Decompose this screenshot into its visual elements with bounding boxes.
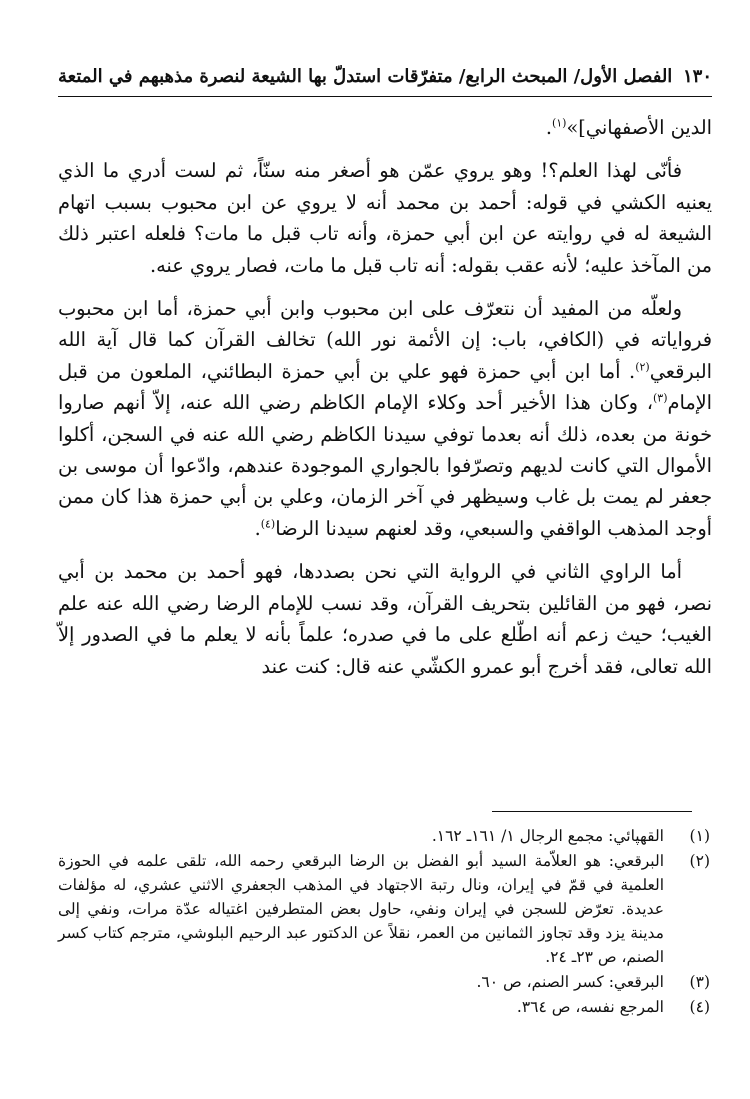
- footnote-number: (٢): [689, 852, 710, 870]
- footnote-divider: [492, 811, 692, 812]
- footnote-ref-4: (٤): [260, 517, 276, 531]
- footnote-ref-2: (٢): [635, 360, 650, 374]
- footnote-ref-1: (١): [551, 116, 567, 130]
- page-header: [58, 62, 712, 97]
- footnote-text: البرقعي: كسر الصنم، ص ٦٠.: [476, 973, 664, 991]
- paragraph-3: ولعلّه من المفيد أن نتعرّف على ابن محبوب وابن أبي حمزة، أما ابن محبوب فرواياته في (الكافي، باب: إن الأئمة نور الله) تخالف القرآن كما قال آية الله البرقعي$^{(٢)}$. أما ابن أبي حمزة فهو علي بن أبي حمزة البطائني، الملعون من قبل الإمام$^{(٣)}$، وكان هذا الأخير أحد وكلاء الإمام الكاظم رضي الله عنه، إلاّ أنهم صاروا خونة من بعده، ذلك أنه بعدما توفي سيدنا الكاظم رضي الله عنه في السجن، أكلوا الأموال التي كانت لديهم وتصرّفوا بالجواري الموجودة عندهم، وادّعوا أن موسى بن جعفر لم يمت بل غاب وسيظهر في آخر الزمان، وعلي بن أبي حمزة هذا كان ممن أوجد المذهب الواقفي والسبعي، وقد لعنهم سيدنا الرضا$^{(٤)}$.: [58, 297, 712, 540]
- footnote-number: (٤): [689, 998, 710, 1016]
- paragraph-1: الدين الأصفهاني]»$^{(١)}$.: [545, 116, 712, 139]
- footnote-ref-3: (٣): [652, 391, 668, 405]
- footnote: [58, 824, 712, 848]
- page-number: ١٣٠: [682, 66, 712, 87]
- paragraph-4: أما الراوي الثاني في الرواية التي نحن بصددها، فهو أحمد بن محمد بن أبي نصر، فهو من القائلين بتحريف القرآن، وقد نسب للإمام الرضا رضي الله عنه علم الغيب؛ حيث زعم أنه اطّلع على ما في صدره؛ علماً بأنه لا يعلم ما في الصدور إلاّ الله تعالى، فقد أخرج أبو عمرو الكشّي عنه قال: كنت عند: [58, 560, 712, 678]
- footnote: [58, 995, 712, 1019]
- paragraph-2: فأنّى لهذا العلم؟! وهو يروي عمّن هو أصغر منه سنّاً، ثم لست أدري ما الذي يعنيه الكشي في قوله: أحمد بن محمد أنه لا يروي عن ابن محبوب بسبب اتهام الشيعة له في روايته عن ابن أبي حمزة، وأنه تاب قبل ما مات؟ فلعله اعتبر ذلك من المآخذ عليه؛ لأنه عقب بقوله: أنه تاب قبل ما مات، فصار يروي عنه.: [58, 159, 712, 277]
- footnote-number: (١): [689, 827, 710, 845]
- footnotes: [58, 824, 712, 1020]
- footnote: [58, 970, 712, 994]
- footnote-text: البرقعي: هو العلاّمة السيد أبو الفضل بن الرضا البرقعي رحمه الله، تلقى علمه في الحوزة العلمية في قمّ في إيران، ونال رتبة الاجتهاد في المذهب الجعفري الاثني عشري، له مؤلفات عديدة. تعرّض للسجن في إيران ونفي، حاول بعض المتطرفين اغتياله عدّة مرات، ونفي إلى مدينة يزد وقد تجاوز الثمانين من العمر، نقلاً عن الدكتور عبد الرحيم البلوشي، مترجم كتاب كسر الصنم، ص ٢٣ـ ٢٤.: [58, 852, 664, 966]
- footnote-text: المرجع نفسه، ص ٣٦٤.: [516, 998, 664, 1016]
- footnote-number: (٣): [689, 973, 710, 991]
- main-text: [58, 112, 712, 694]
- running-title: الفصل الأول/ المبحث الرابع/ متفرّقات استدلّ بها الشيعة لنصرة مذهبهم في المتعة: [58, 66, 673, 87]
- footnote: [58, 849, 712, 969]
- footnote-text: القهپائي: مجمع الرجال ١/ ١٦١ـ ١٦٢.: [431, 827, 664, 845]
